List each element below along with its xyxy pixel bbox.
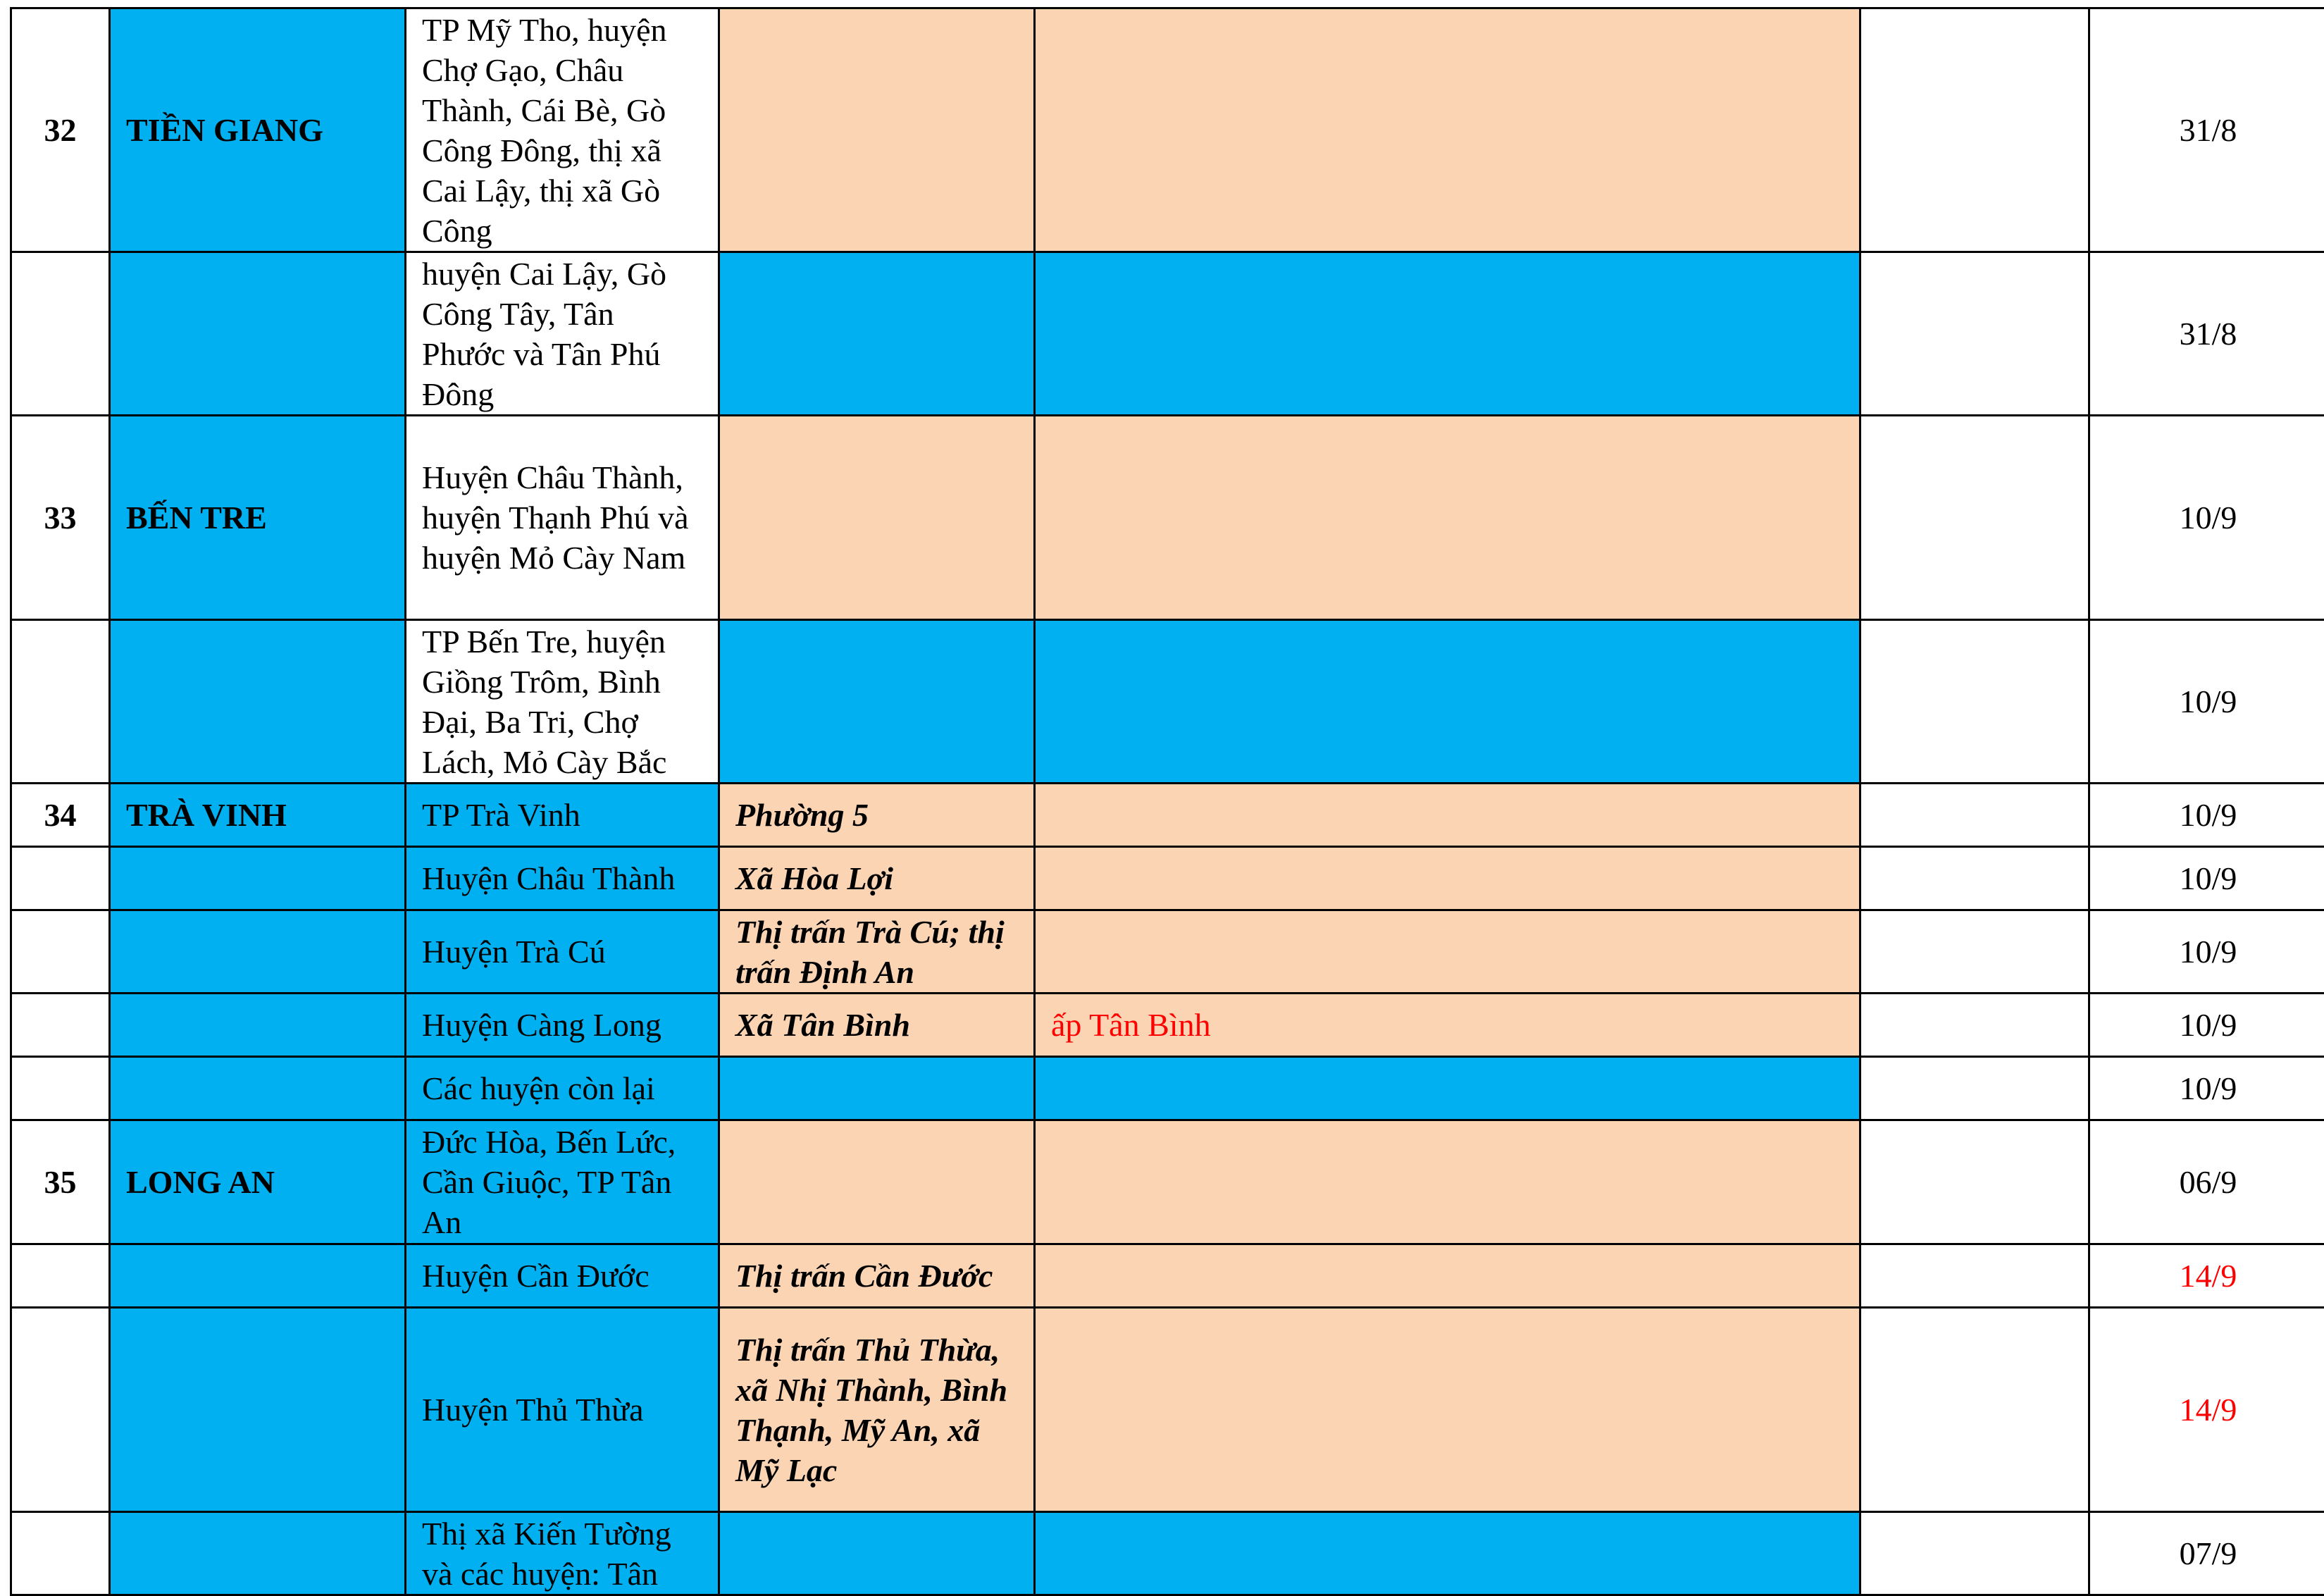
commune-cell: Xã Hòa Lợi [719,847,1035,910]
province-name [110,847,406,910]
extra-cell [1860,1244,2089,1308]
row-number: 35 [11,1120,110,1244]
extra-cell [1860,620,2089,784]
area-cell: TP Bến Tre, huyện Giồng Trôm, Bình Đại, Ba Tri, Chợ Lách, Mỏ Cày Bắc [406,620,719,784]
province-name [110,252,406,416]
province-name [110,1308,406,1512]
table-row [11,1308,2324,1512]
table-row [11,847,2324,910]
province-name [110,1512,406,1595]
row-number [11,1244,110,1308]
hamlet-cell [1035,910,1860,994]
area-cell: Huyện Trà Cú [406,910,719,994]
province-name [110,1244,406,1308]
row-number [11,847,110,910]
area-cell: Huyện Càng Long [406,994,719,1057]
hamlet-cell [1035,252,1860,416]
commune-cell: Thị trấn Thủ Thừa, xã Nhị Thành, Bình Thạnh, Mỹ An, xã Mỹ Lạc [719,1308,1035,1512]
extra-cell [1860,847,2089,910]
province-name: BẾN TRE [110,416,406,620]
date-cell: 10/9 [2089,784,2324,847]
date-cell: 14/9 [2089,1244,2324,1308]
hamlet-cell [1035,8,1860,252]
hamlet-cell [1035,1057,1860,1120]
date-cell: 14/9 [2089,1308,2324,1512]
commune-cell [719,8,1035,252]
table-row [11,1057,2324,1120]
commune-cell: Thị trấn Trà Cú; thị trấn Định An [719,910,1035,994]
commune-cell [719,620,1035,784]
province-name: TIỀN GIANG [110,8,406,252]
province-name [110,1057,406,1120]
area-cell: Thị xã Kiến Tường và các huyện: Tân [406,1512,719,1595]
date-cell: 10/9 [2089,416,2324,620]
table-row [11,784,2324,847]
hamlet-cell [1035,847,1860,910]
area-cell: Các huyện còn lại [406,1057,719,1120]
date-cell: 10/9 [2089,994,2324,1057]
hamlet-cell [1035,1512,1860,1595]
zoning-table [10,7,2324,1596]
row-number: 34 [11,784,110,847]
area-cell: huyện Cai Lậy, Gò Công Tây, Tân Phước và Tân Phú Đông [406,252,719,416]
hamlet-cell [1035,784,1860,847]
area-cell: Huyện Thủ Thừa [406,1308,719,1512]
row-number: 32 [11,8,110,252]
row-number [11,994,110,1057]
row-number [11,252,110,416]
row-number [11,1512,110,1595]
date-cell: 31/8 [2089,8,2324,252]
table-row [11,8,2324,252]
province-name [110,994,406,1057]
date-cell: 31/8 [2089,252,2324,416]
row-number [11,910,110,994]
extra-cell [1860,994,2089,1057]
area-cell: Huyện Cần Đước [406,1244,719,1308]
commune-cell: Phường 5 [719,784,1035,847]
table-row [11,1244,2324,1308]
extra-cell [1860,910,2089,994]
table-row [11,620,2324,784]
hamlet-cell [1035,1308,1860,1512]
province-name [110,910,406,994]
table-row [11,416,2324,620]
area-cell: Huyện Châu Thành, huyện Thạnh Phú và huyện Mỏ Cày Nam [406,416,719,620]
hamlet-cell [1035,620,1860,784]
hamlet-cell: ấp Tân Bình [1035,994,1860,1057]
row-number [11,1308,110,1512]
extra-cell [1860,784,2089,847]
row-number: 33 [11,416,110,620]
area-cell: Huyện Châu Thành [406,847,719,910]
area-cell: Đức Hòa, Bến Lức, Cần Giuộc, TP Tân An [406,1120,719,1244]
commune-cell [719,1057,1035,1120]
date-cell: 10/9 [2089,910,2324,994]
province-name [110,620,406,784]
commune-cell [719,1512,1035,1595]
hamlet-cell [1035,1120,1860,1244]
table-row [11,994,2324,1057]
date-cell: 07/9 [2089,1512,2324,1595]
commune-cell [719,252,1035,416]
extra-cell [1860,1057,2089,1120]
area-cell: TP Trà Vinh [406,784,719,847]
hamlet-cell [1035,416,1860,620]
table-row [11,1120,2324,1244]
area-cell: TP Mỹ Tho, huyện Chợ Gạo, Châu Thành, Cái Bè, Gò Công Đông, thị xã Cai Lậy, thị xã Gò Công [406,8,719,252]
extra-cell [1860,1308,2089,1512]
row-number [11,620,110,784]
extra-cell [1860,1512,2089,1595]
row-number [11,1057,110,1120]
date-cell: 10/9 [2089,1057,2324,1120]
extra-cell [1860,416,2089,620]
table-row [11,910,2324,994]
date-cell: 06/9 [2089,1120,2324,1244]
hamlet-cell [1035,1244,1860,1308]
date-cell: 10/9 [2089,847,2324,910]
commune-cell [719,416,1035,620]
extra-cell [1860,252,2089,416]
commune-cell [719,1120,1035,1244]
date-cell: 10/9 [2089,620,2324,784]
province-name: TRÀ VINH [110,784,406,847]
extra-cell [1860,1120,2089,1244]
extra-cell [1860,8,2089,252]
table-row [11,1512,2324,1595]
province-name: LONG AN [110,1120,406,1244]
commune-cell: Xã Tân Bình [719,994,1035,1057]
commune-cell: Thị trấn Cần Đước [719,1244,1035,1308]
table-row [11,252,2324,416]
